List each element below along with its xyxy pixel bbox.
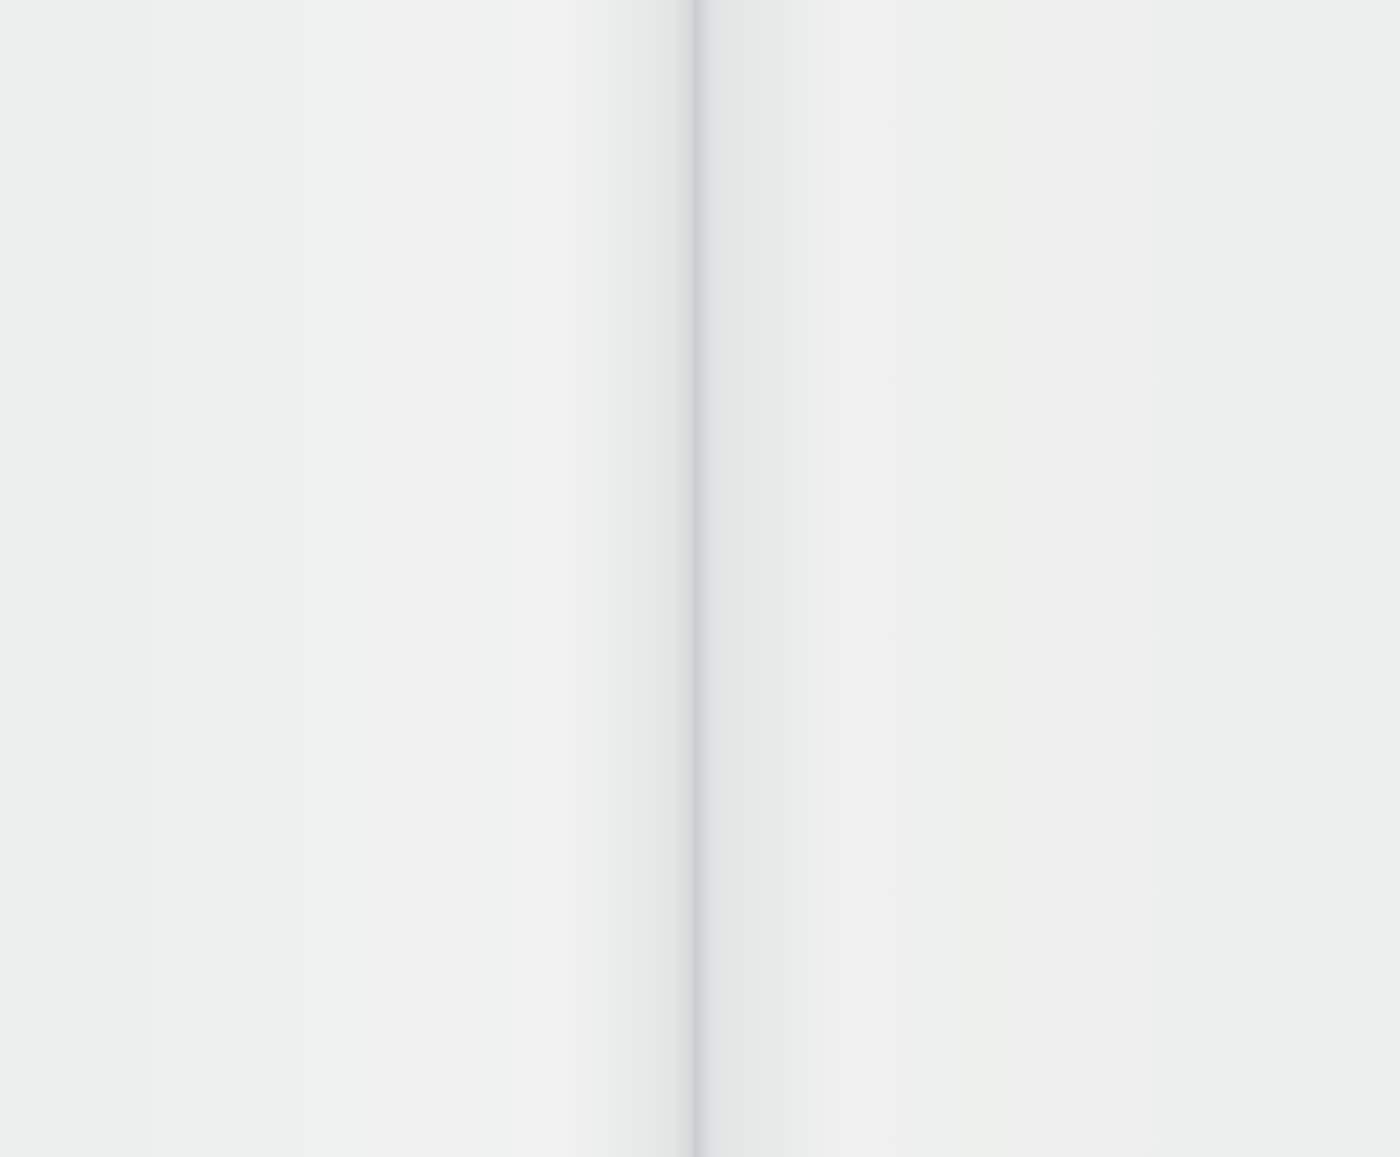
right-page	[700, 0, 1400, 1157]
left-page	[0, 0, 690, 1157]
period-title	[143, 498, 149, 521]
